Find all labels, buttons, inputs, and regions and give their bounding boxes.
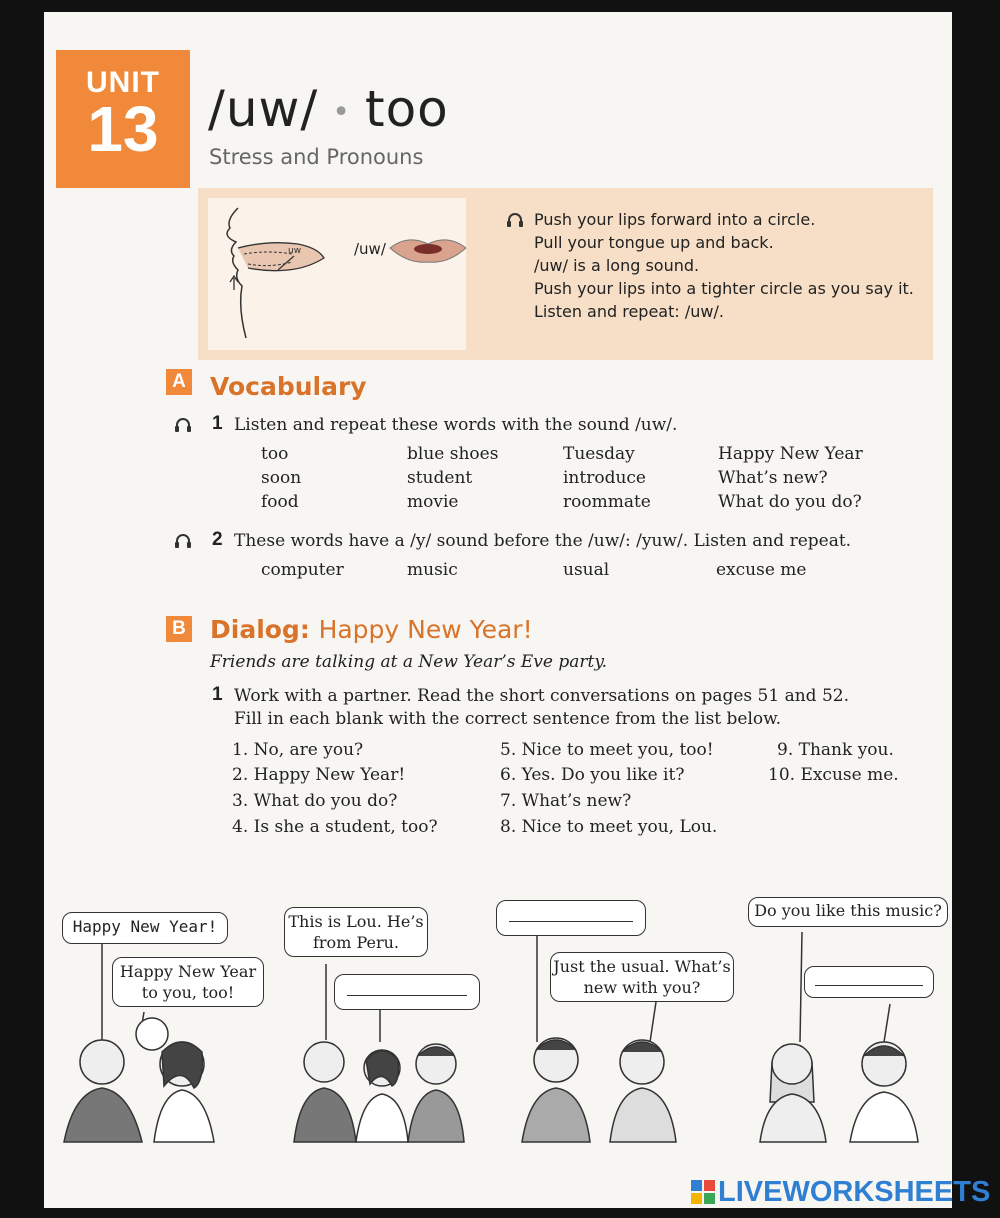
answer-blank [347, 995, 467, 996]
sentence-option: 7. What’s new? [500, 791, 632, 811]
vocab-word: student [407, 468, 473, 488]
speech-bubble-music: Do you like this music? [748, 897, 948, 927]
vocab-word: usual [563, 560, 610, 580]
vocab-word: soon [261, 468, 302, 488]
unit-label: UNIT [86, 66, 160, 99]
vocab-word: too [261, 444, 289, 464]
instruction-line: Push your lips into a tighter circle as you say it. [534, 279, 914, 298]
liveworksheets-watermark: LIVEWORKSHEETS [718, 1176, 991, 1208]
svg-text:uw: uw [288, 246, 302, 256]
diagram-label: /uw/ [354, 240, 386, 258]
exercise-number: 2 [212, 529, 223, 550]
sentence-option: 6. Yes. Do you like it? [500, 765, 685, 785]
title-separator: • [332, 95, 351, 130]
vocab-word: Happy New Year [718, 444, 863, 464]
answer-bubble [496, 900, 646, 936]
section-b-title-rest: Happy New Year! [318, 615, 533, 644]
exercise-instruction: Fill in each blank with the correct sentence from the list below. [234, 709, 782, 729]
unit-number: 13 [87, 93, 159, 165]
sentence-option: 2. Happy New Year! [232, 765, 406, 785]
answer-bubble [804, 966, 934, 998]
sentence-option: 5. Nice to meet you, too! [500, 740, 714, 760]
vocab-word: music [407, 560, 458, 580]
mouth-profile-illustration [208, 198, 466, 350]
headphones-icon [174, 533, 192, 549]
sentence-option: 9. Thank you. [777, 740, 894, 760]
exercise-instruction: Listen and repeat these words with the sound /uw/. [234, 415, 678, 435]
answer-bubble [334, 974, 480, 1010]
title-word: too [364, 80, 449, 138]
section-b-title [210, 615, 533, 644]
liveworksheets-logo-icon [691, 1180, 715, 1204]
section-a-badge: A [166, 369, 192, 395]
sentence-option: 1. No, are you? [232, 740, 364, 760]
speech-bubble-introduction: This is Lou. He’s from Peru. [284, 907, 428, 957]
section-b-title-bold: Dialog: [210, 615, 310, 644]
vocab-word: What do you do? [718, 492, 862, 512]
sound-panel [198, 188, 933, 360]
vocab-word: computer [261, 560, 344, 580]
unit-badge [56, 50, 190, 188]
vocab-word: movie [407, 492, 459, 512]
instruction-line: Pull your tongue up and back. [534, 233, 774, 252]
two-men-talking [522, 1038, 676, 1142]
woman-and-man-music [760, 1042, 918, 1142]
instruction-line: Listen and repeat: /uw/. [534, 302, 724, 321]
vocab-word: blue shoes [407, 444, 499, 464]
vocab-word: roommate [563, 492, 651, 512]
exercise-number: 1 [212, 413, 223, 434]
vocab-word: excuse me [716, 560, 807, 580]
section-b-badge: B [166, 616, 192, 642]
vocab-word: introduce [563, 468, 646, 488]
sentence-option: 8. Nice to meet you, Lou. [500, 817, 718, 837]
title-sound: /uw/ [208, 80, 319, 138]
vocab-word: food [261, 492, 299, 512]
speech-bubble-handwritten: Happy New Year! [62, 912, 228, 944]
exercise-instruction: These words have a /y/ sound before the /uw/: /yuw/. Listen and repeat. [234, 531, 852, 551]
dialog-context: Friends are talking at a New Year’s Eve party. [210, 652, 608, 672]
sentence-option: 4. Is she a student, too? [232, 817, 438, 837]
headphones-icon [506, 212, 524, 228]
answer-blank [815, 985, 923, 986]
pronunciation-instructions [534, 208, 914, 323]
vocab-word: Tuesday [563, 444, 635, 464]
page-title [208, 80, 449, 138]
exercise-instruction: Work with a partner. Read the short conversations on pages 51 and 52. [234, 686, 849, 706]
section-a-title: Vocabulary [210, 372, 367, 401]
exercise-number: 1 [212, 684, 223, 705]
vocab-word: What’s new? [718, 468, 828, 488]
mouth-diagram [208, 198, 466, 350]
three-friends-meeting [294, 1042, 464, 1142]
page-subtitle: Stress and Pronouns [209, 145, 424, 169]
instruction-line: Push your lips forward into a circle. [534, 210, 816, 229]
speech-bubble-usual: Just the usual. What’s new with you? [550, 952, 734, 1002]
sentence-option: 3. What do you do? [232, 791, 398, 811]
answer-blank [509, 921, 633, 922]
couple-celebrating [64, 1018, 214, 1142]
speech-bubble-reply: Happy New Year to you, too! [112, 957, 264, 1007]
instruction-line: /uw/ is a long sound. [534, 256, 700, 275]
headphones-icon [174, 417, 192, 433]
sentence-option: 10. Excuse me. [768, 765, 899, 785]
worksheet-page [44, 12, 952, 1208]
